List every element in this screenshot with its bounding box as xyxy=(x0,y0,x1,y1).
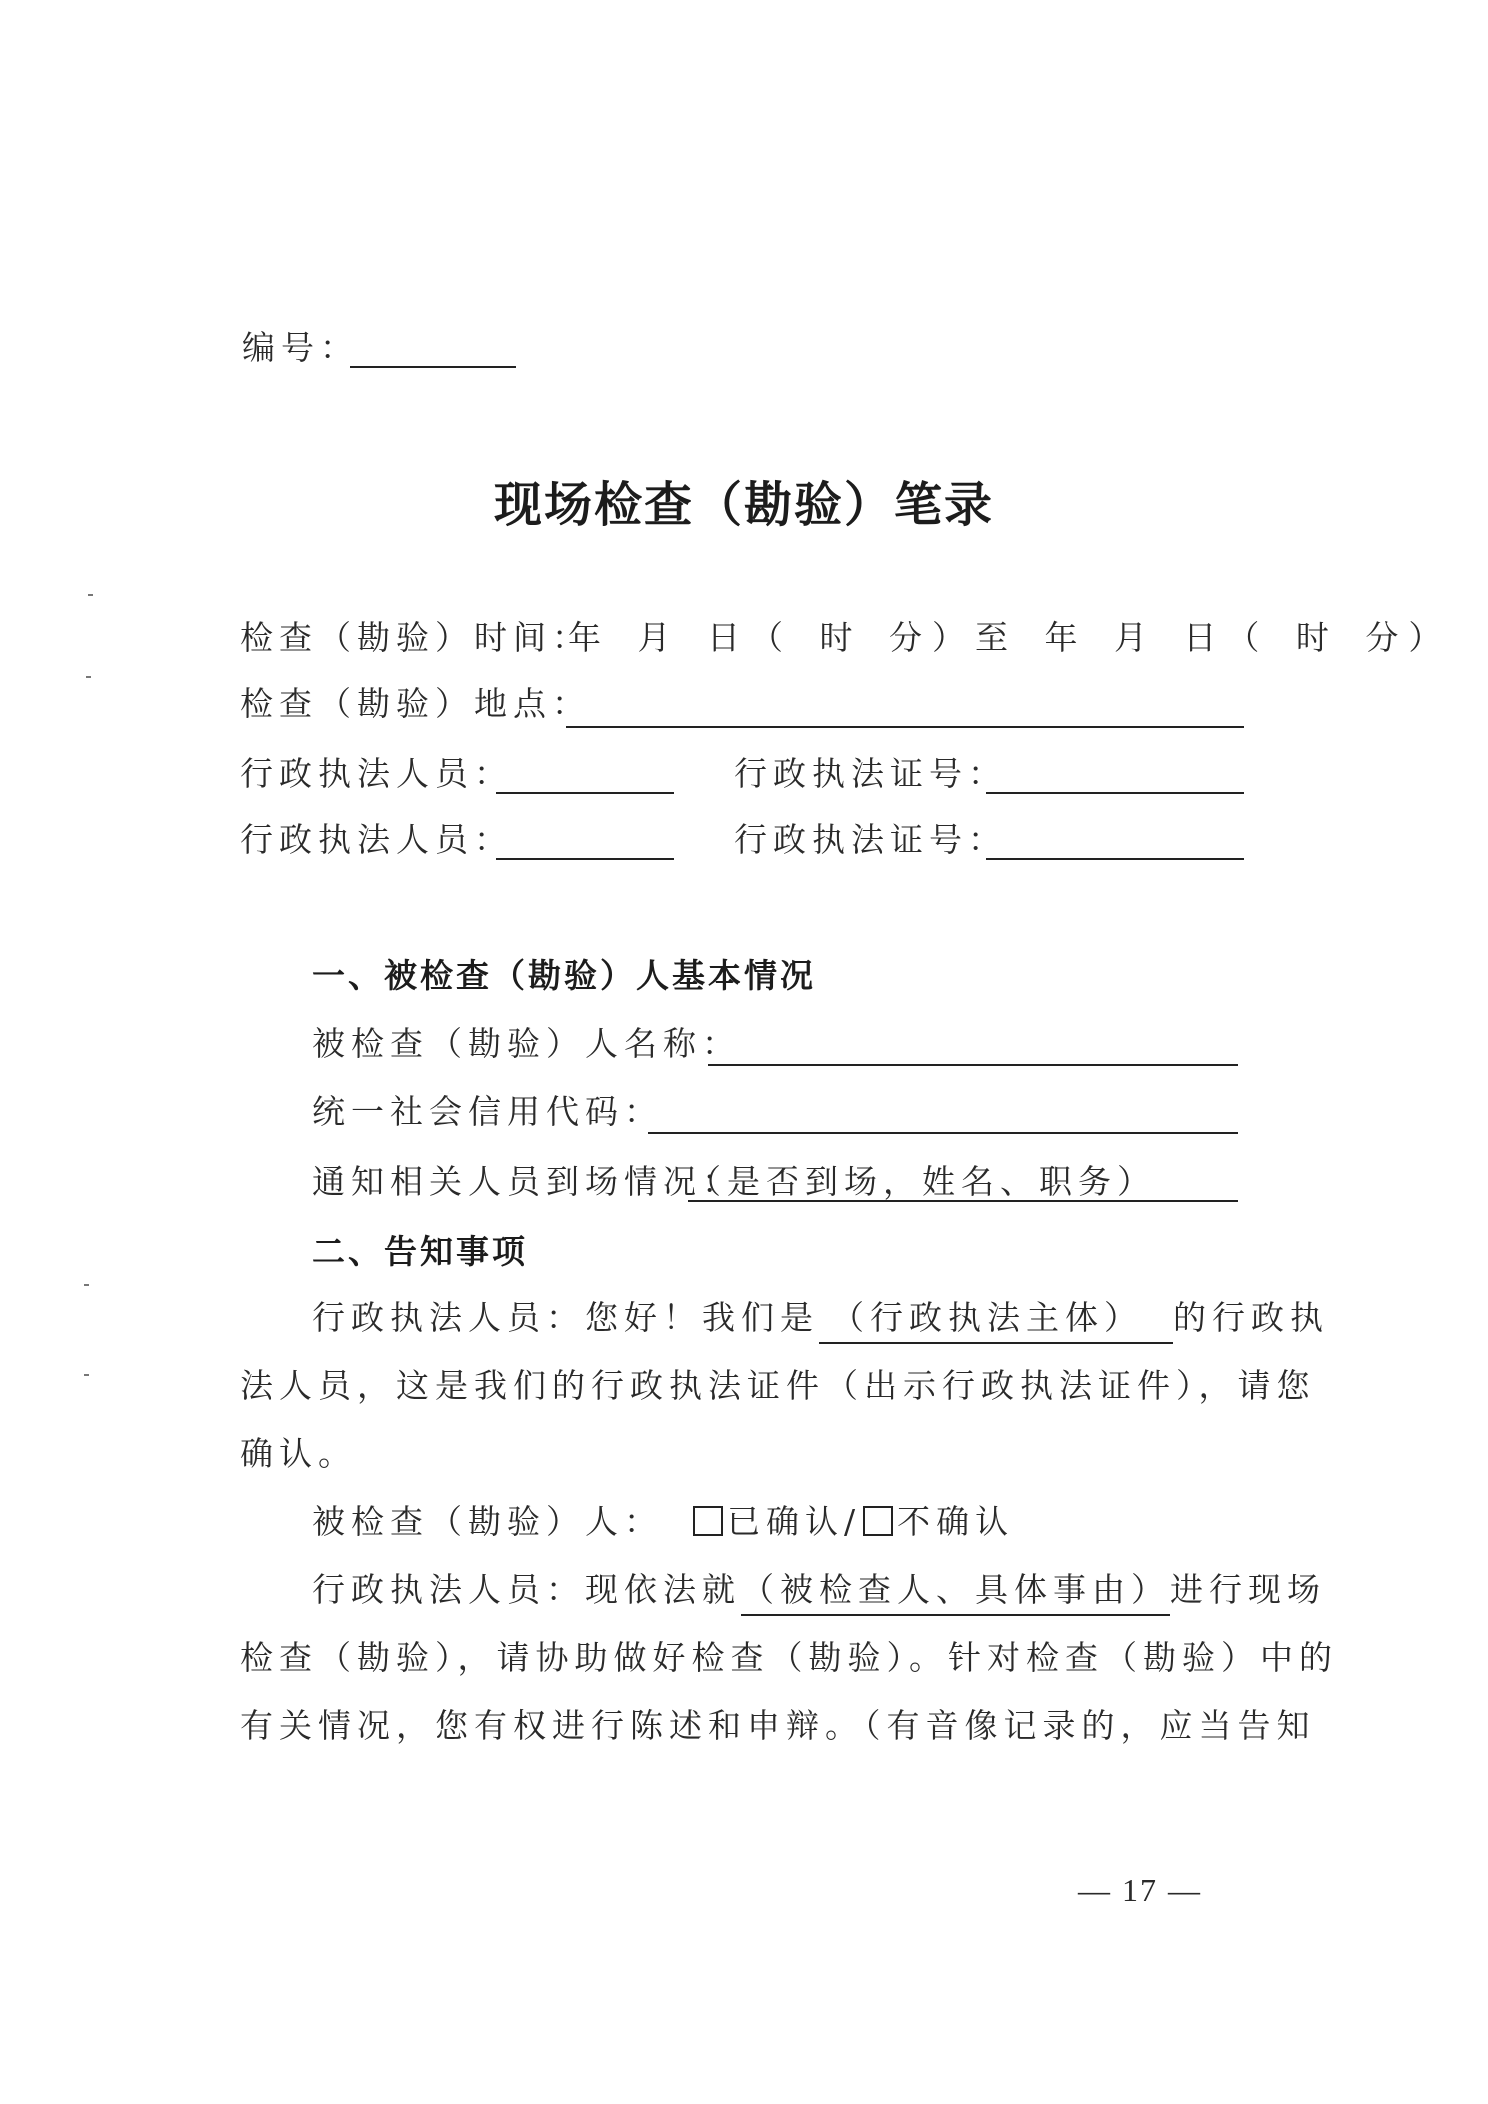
confirmed-checkbox[interactable] xyxy=(693,1506,723,1536)
notice-paragraph-line: 有关情况，您有权进行陈述和申辩。（有音像记录的，应当告知 xyxy=(240,1706,1316,1745)
scan-speck xyxy=(84,1374,89,1376)
notice-text: 的行政执 xyxy=(1173,1298,1329,1337)
enforcement-subject-field[interactable]: （行政执法主体） xyxy=(819,1296,1173,1344)
time-template: 年 月 日（ 时 分）至 年 月 日（ 时 分） xyxy=(568,618,1452,657)
officer2-blank[interactable] xyxy=(496,858,674,860)
cert1-label: 行政执法证号： xyxy=(734,754,1007,793)
inspectee-name-blank[interactable] xyxy=(708,1064,1238,1066)
page-number: — 17 — xyxy=(1078,1872,1202,1908)
notify-blank[interactable] xyxy=(688,1200,1238,1202)
confirmed-text: 已确认/ xyxy=(727,1502,862,1541)
officer1-blank[interactable] xyxy=(496,792,674,794)
notice-paragraph-line: 法人员，这是我们的行政执法证件（出示行政执法证件），请您 xyxy=(240,1366,1316,1405)
cert2-label: 行政执法证号： xyxy=(734,820,1007,859)
scan-speck xyxy=(86,676,91,678)
serial-label: 编号： xyxy=(242,328,359,367)
notify-label: 通知相关人员到场情况： xyxy=(312,1162,741,1201)
confirm-row xyxy=(312,1500,1014,1544)
officer1-label: 行政执法人员： xyxy=(240,754,513,793)
scan-speck xyxy=(88,594,93,596)
scan-speck xyxy=(84,1284,89,1286)
page-title: 现场检查（勘验）笔录 xyxy=(493,477,994,533)
place-label: 检查（勘验）地点： xyxy=(240,684,591,723)
inspectee-name-label: 被检查（勘验）人名称： xyxy=(312,1024,741,1063)
credit-code-blank[interactable] xyxy=(648,1132,1238,1134)
not-confirmed-text: 不确认 xyxy=(897,1502,1015,1541)
inspection-reason-field[interactable]: （被检查人、具体事由） xyxy=(741,1568,1170,1616)
notice-text: 行政执法人员：现依法就 xyxy=(312,1570,741,1609)
notice-paragraph-line xyxy=(312,1296,1329,1344)
notice-paragraph-line: 确认。 xyxy=(240,1434,357,1473)
cert1-blank[interactable] xyxy=(986,792,1244,794)
place-blank[interactable] xyxy=(566,726,1244,728)
notice-paragraph-line: 检查（勘验），请协助做好检查（勘验）。针对检查（勘验）中的 xyxy=(240,1638,1338,1677)
not-confirmed-checkbox[interactable] xyxy=(863,1506,893,1536)
notice-text: 行政执法人员：您好！我们是 xyxy=(312,1298,819,1337)
serial-blank[interactable] xyxy=(350,366,516,368)
cert2-blank[interactable] xyxy=(986,858,1244,860)
notice-paragraph-line xyxy=(312,1568,1326,1616)
notify-value: （是否到场，姓名、职务） xyxy=(688,1162,1156,1201)
time-label: 检查（勘验）时间： xyxy=(240,618,591,657)
section1-heading: 一、被检查（勘验）人基本情况 xyxy=(312,956,816,995)
notice-text: 进行现场 xyxy=(1170,1570,1326,1609)
credit-code-label: 统一社会信用代码： xyxy=(312,1092,663,1131)
confirm-label: 被检查（勘验）人： xyxy=(312,1502,663,1541)
section2-heading: 二、告知事项 xyxy=(312,1232,528,1271)
officer2-label: 行政执法人员： xyxy=(240,820,513,859)
